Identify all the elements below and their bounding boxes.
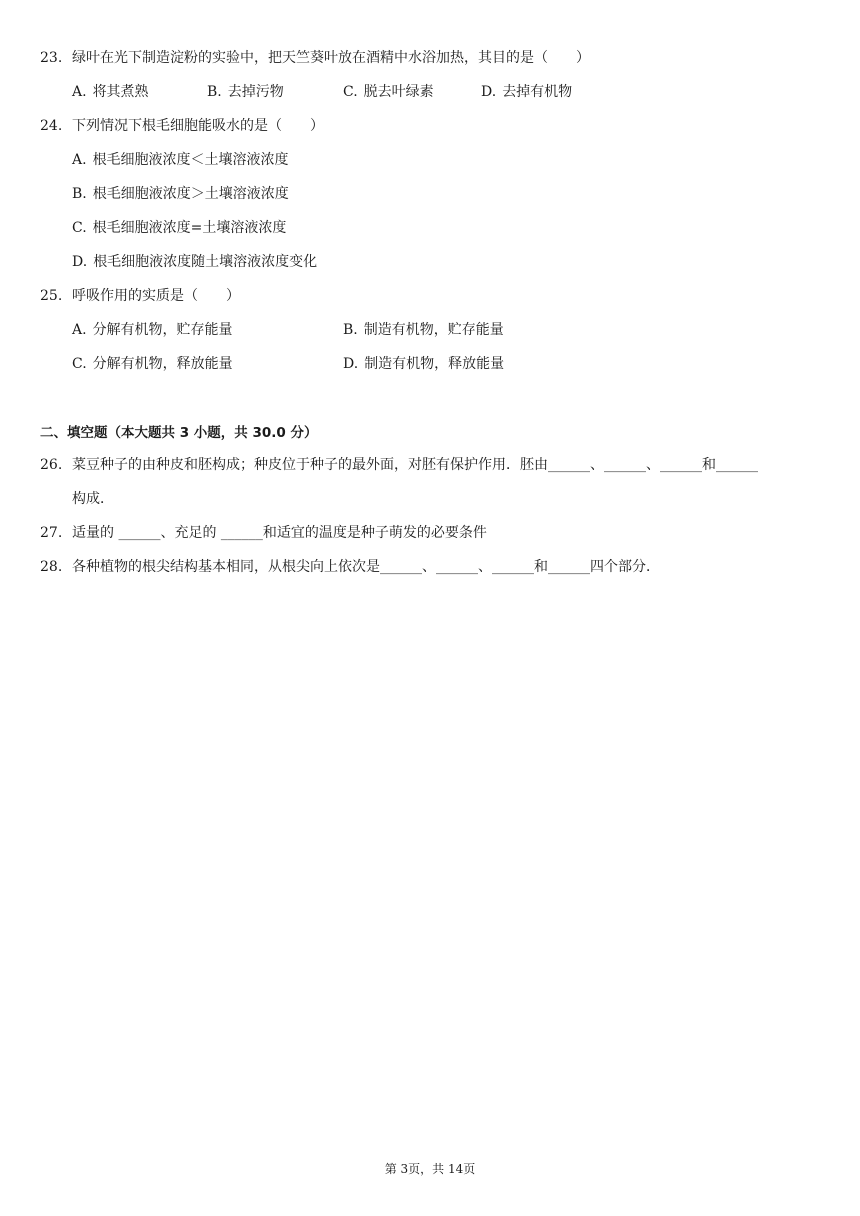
option-b[interactable]: B. 去掉污物 [207, 84, 284, 100]
question-number: 23. [40, 50, 63, 66]
question-text: 下列情况下根毛细胞能吸水的是（ ） [72, 118, 324, 134]
option-b[interactable]: B. 制造有机物，贮存能量 [343, 322, 504, 338]
question-text-continued: 构成． [72, 491, 114, 507]
question-number: 24. [40, 118, 63, 134]
question-number: 28. [40, 559, 63, 575]
page-footer: 第 3页，共 14页 [384, 1162, 476, 1176]
option-d[interactable]: D. 制造有机物，释放能量 [343, 356, 505, 372]
question-text: 呼吸作用的实质是（ ） [72, 288, 240, 304]
option-a[interactable]: A. 将其煮熟 [72, 84, 149, 100]
question-text: 各种植物的根尖结构基本相同，从根尖向上依次是______、______、______和______四个部分． [72, 559, 660, 575]
option-a[interactable]: A. 分解有机物，贮存能量 [72, 322, 233, 338]
question-text: 适量的 ______、充足的 ______和适宜的温度是种子萌发的必要条件 [72, 525, 487, 541]
option-c[interactable]: C. 脱去叶绿素 [343, 84, 434, 100]
question-text: 菜豆种子的由种皮和胚构成；种皮位于种子的最外面，对胚有保护作用．胚由______、______、______和______ [72, 457, 758, 473]
question-number: 27. [40, 525, 63, 541]
section-title: 二、填空题（本大题共 3 小题，共 30.0 分） [40, 425, 318, 441]
question-number: 26. [40, 457, 63, 473]
option-c[interactable]: C. 分解有机物，释放能量 [72, 356, 233, 372]
question-number: 25. [40, 288, 63, 304]
question-text: 绿叶在光下制造淀粉的实验中，把天竺葵叶放在酒精中水浴加热，其目的是（ ） [72, 50, 590, 66]
option-d[interactable]: D. 去掉有机物 [481, 84, 573, 100]
